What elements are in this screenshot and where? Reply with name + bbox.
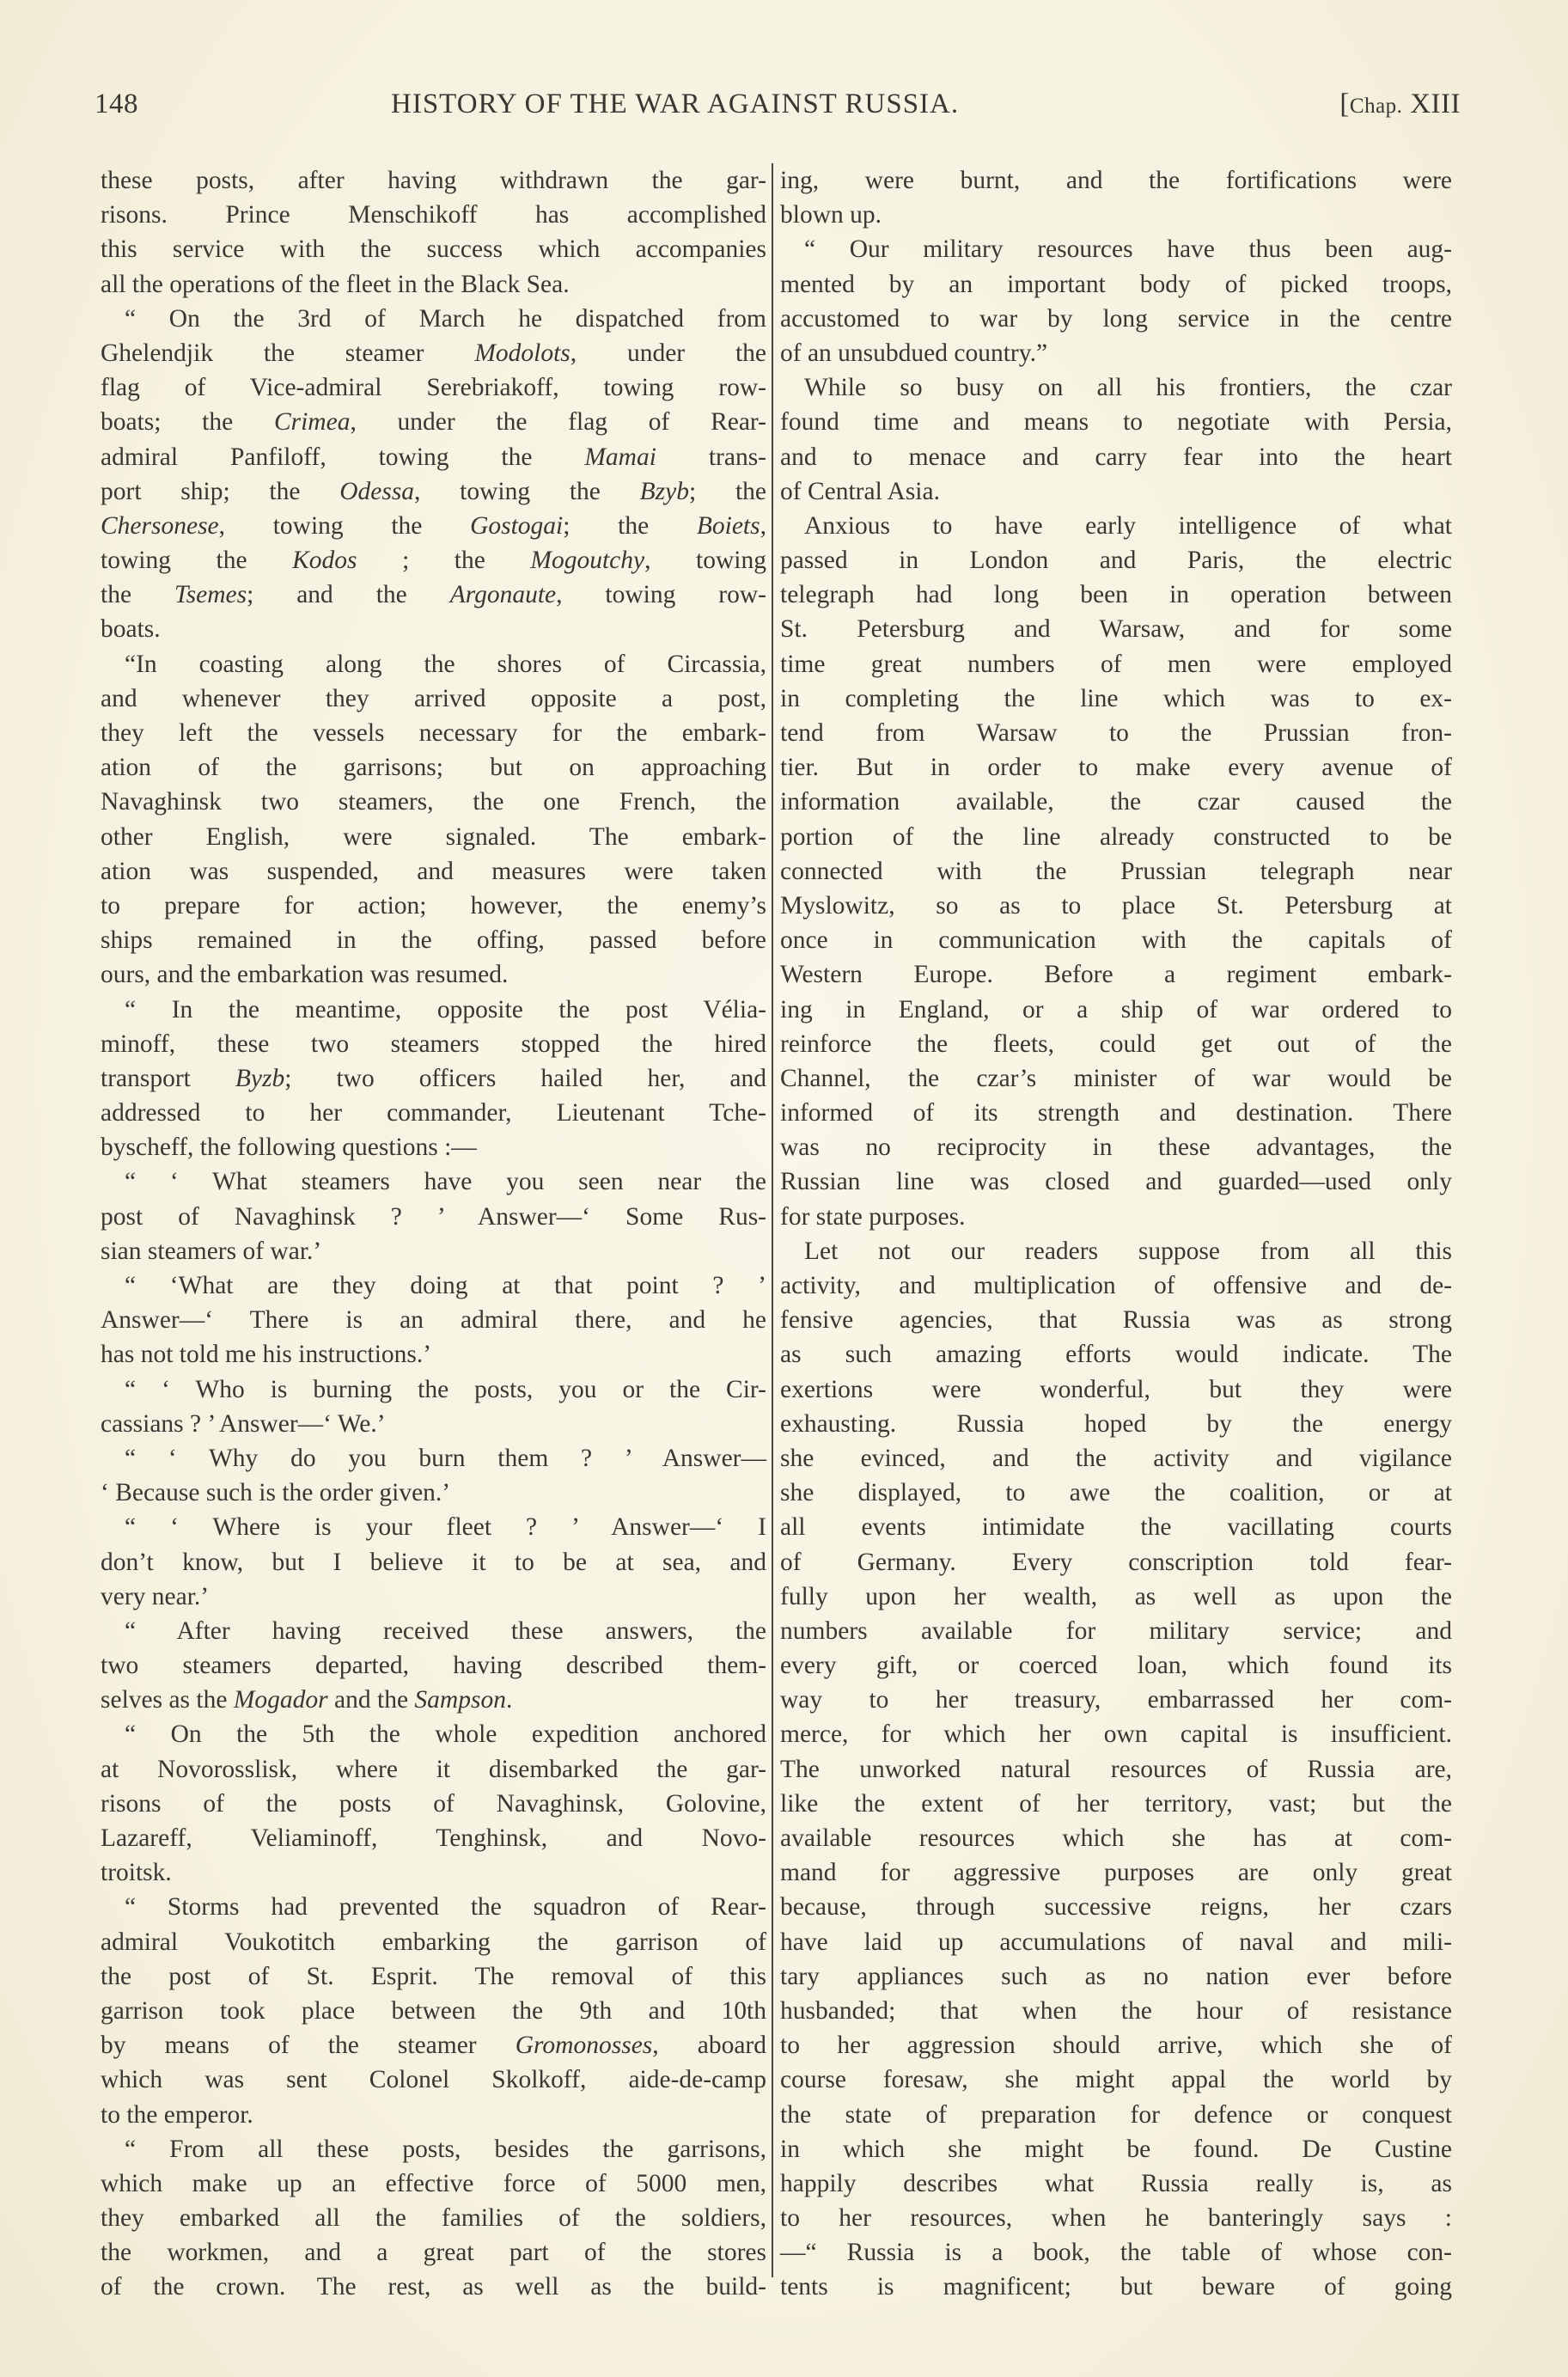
text-line: “ On the 5th the whole expedition anchored	[125, 1720, 766, 1749]
text-line: While so busy on all his frontiers, the czar	[804, 374, 1452, 402]
text-line: to prepare for action; however, the enemy’s	[101, 891, 766, 920]
text-line: byscheff, the following questions :—	[101, 1134, 477, 1162]
text-line: “ Storms had prevented the squadron of Rear-	[125, 1893, 766, 1922]
text-line: post of Navaghinsk ? ’ Answer—‘ Some Rus-	[101, 1202, 766, 1231]
text-line: risons. Prince Menschikoff has accomplished	[101, 201, 766, 229]
text-line: don’t know, but I believe it to be at sea, and	[101, 1548, 766, 1576]
text-line: of an unsubdued country.”	[780, 339, 1048, 367]
running-head	[95, 89, 1461, 131]
text-line: troitsk.	[101, 1859, 172, 1887]
ship-name: Mogoutchy	[530, 547, 645, 575]
text-line: exertions were wonderful, but they were	[780, 1375, 1452, 1403]
text-line: admiral Panfiloff, towing the Mamai trans-	[101, 443, 766, 471]
text-line: The unworked natural resources of Russia are,	[780, 1755, 1452, 1783]
text-line: accustomed to war by long service in the centre	[780, 304, 1452, 333]
text-line: “ ‘ Where is your fleet ? ’ Answer—‘ I	[125, 1513, 766, 1542]
text-line: tary appliances such as no nation ever before	[780, 1962, 1452, 1990]
text-line: once in communication with the capitals of	[780, 926, 1452, 955]
ship-name: Kodos	[292, 547, 357, 575]
ship-name: Mamai	[584, 443, 656, 471]
text-line: Let not our readers suppose from all this	[804, 1237, 1452, 1265]
text-line: the state of preparation for defence or conquest	[780, 2100, 1452, 2129]
ship-name: Crimea	[273, 408, 351, 437]
text-line: all the operations of the fleet in the Black Sea.	[101, 270, 570, 298]
text-line: at Novorosslisk, where it disembarked the gar-	[101, 1755, 766, 1783]
text-line: time great numbers of men were employed	[780, 650, 1452, 678]
ship-name: Gostogai	[470, 511, 564, 540]
text-line: —“ Russia is a book, the table of whose con-	[780, 2239, 1452, 2267]
text-line: merce, for which her own capital is insufficient.	[780, 1720, 1452, 1749]
text-line: and whenever they arrived opposite a post,	[101, 684, 766, 712]
text-line: addressed to her commander, Lieutenant Tche-	[101, 1099, 766, 1127]
text-line: the post of St. Esprit. The removal of this	[101, 1962, 766, 1990]
text-line: found time and means to negotiate with Persia,	[780, 408, 1452, 437]
text-line: of Central Asia.	[780, 477, 940, 505]
text-line: Russian line was closed and guarded—used only	[780, 1168, 1452, 1196]
book-title: HISTORY OF THE WAR AGAINST RUSSIA.	[391, 89, 960, 119]
text-line: ‘ Because such is the order given.’	[101, 1479, 451, 1507]
text-line: they embarked all the families of the soldiers,	[101, 2204, 766, 2233]
text-line: information available, the czar caused the	[780, 788, 1452, 816]
text-line: Chersonese, towing the Gostogai; the Boiets,	[101, 511, 766, 540]
text-line: informed of its strength and destination. There	[780, 1099, 1452, 1127]
ship-name: Tsemes	[174, 581, 247, 609]
left-column	[101, 163, 766, 2305]
text-line: risons of the posts of Navaghinsk, Golovine,	[101, 1789, 766, 1818]
text-line: Myslowitz, so as to place St. Petersburg at	[780, 891, 1452, 920]
text-line: sian steamers of war.’	[101, 1237, 322, 1265]
text-line: very near.’	[101, 1582, 210, 1610]
ship-name: Argonaute	[449, 581, 557, 609]
text-line: Anxious to have early intelligence of what	[804, 511, 1452, 540]
text-line: admiral Voukotitch embarking the garrison of	[101, 1928, 766, 1956]
text-line: for state purposes.	[780, 1202, 966, 1231]
text-line: happily describes what Russia really is, as	[780, 2169, 1452, 2197]
text-line: to the emperor.	[101, 2100, 253, 2129]
text-line: passed in London and Paris, the electric	[780, 547, 1452, 575]
text-line: these posts, after having withdrawn the gar-	[101, 167, 766, 194]
text-line: tents is magnificent; but beware of going	[780, 2273, 1452, 2301]
text-line: to her resources, when he banteringly says :	[780, 2204, 1452, 2233]
text-line: St. Petersburg and Warsaw, and for some	[780, 615, 1452, 644]
text-line: “ ‘What are they doing at that point ? ’	[125, 1272, 766, 1299]
text-line: they left the vessels necessary for the embark-	[101, 719, 766, 747]
text-line: this service with the success which accompanies	[101, 235, 766, 264]
ship-name: Gromonosses	[515, 2032, 653, 2060]
text-line: Lazareff, Veliaminoff, Tenghinsk, and Novo-	[101, 1824, 766, 1852]
text-line: Navaghinsk two steamers, the one French, the	[101, 788, 766, 816]
text-line: two steamers departed, having described them-	[101, 1652, 766, 1680]
text-line: “ From all these posts, besides the garrisons,	[125, 2135, 766, 2163]
text-line: “ ‘ Why do you burn them ? ’ Answer—	[125, 1444, 766, 1472]
text-line: Ghelendjik the steamer Modolots, under the	[101, 339, 766, 367]
text-line: ing in England, or a ship of war ordered to	[780, 995, 1452, 1024]
text-line: the Tsemes; and the Argonaute, towing row-	[101, 581, 766, 609]
text-line: like the extent of her territory, vast; but the	[780, 1789, 1452, 1818]
text-line: was no reciprocity in these advantages, the	[780, 1134, 1452, 1162]
text-line: “ ‘ Who is burning the posts, you or the Cir-	[125, 1375, 766, 1403]
text-line: mand for aggressive purposes are only great	[780, 1859, 1452, 1887]
text-line: fensive agencies, that Russia was as strong	[780, 1306, 1452, 1335]
text-line: ships remained in the offing, passed before	[101, 926, 766, 955]
text-line: have laid up accumulations of naval and mili-	[780, 1928, 1452, 1956]
text-line: has not told me his instructions.’	[101, 1341, 432, 1369]
text-line: she evinced, and the activity and vigilance	[780, 1444, 1452, 1472]
page-number: 148	[95, 89, 138, 119]
text-line: available resources which she has at com-	[780, 1824, 1452, 1852]
text-line: way to her treasury, embarrassed her com-	[780, 1686, 1452, 1714]
text-line: blown up.	[780, 201, 882, 229]
chapter-number: XIII	[1410, 89, 1461, 119]
text-line: tier. But in order to make every avenue of	[780, 754, 1452, 782]
text-line: by means of the steamer Gromonosses, aboard	[101, 2032, 767, 2060]
ship-name: Byzb	[235, 1064, 285, 1092]
text-line: connected with the Prussian telegraph near	[780, 857, 1452, 885]
text-line: mented by an important body of picked troops,	[780, 270, 1452, 298]
text-line: of the crown. The rest, as well as the build-	[101, 2273, 766, 2301]
text-line: “ After having received these answers, the	[125, 1616, 766, 1645]
column-divider	[772, 163, 773, 2277]
text-line: which was sent Colonel Skolkoff, aide-de-camp	[101, 2066, 766, 2094]
text-line: every gift, or coerced loan, which found its	[780, 1652, 1452, 1680]
text-line: minoff, these two steamers stopped the hired	[101, 1030, 766, 1058]
text-line: other English, were signaled. The embark-	[101, 822, 766, 851]
ship-name: Mogador	[233, 1686, 328, 1714]
ship-name: Modolots	[474, 339, 570, 367]
text-line: garrison took place between the 9th and 10th	[101, 1996, 766, 2025]
text-line: she displayed, to awe the coalition, or at	[780, 1479, 1452, 1507]
text-line: telegraph had long been in operation between	[780, 581, 1452, 609]
text-line: reinforce the fleets, could get out of the	[780, 1030, 1452, 1058]
chapter-bracket: [	[1339, 89, 1350, 119]
text-line: exhausting. Russia hoped by the energy	[780, 1409, 1452, 1438]
text-line: husbanded; that when the hour of resistance	[780, 1996, 1452, 2025]
text-line: to her aggression should arrive, which she of	[780, 2032, 1452, 2060]
text-line: all events intimidate the vacillating courts	[780, 1513, 1452, 1542]
chapter-reference	[1339, 89, 1461, 120]
text-line: in completing the line which was to ex-	[780, 684, 1452, 712]
text-line: ation was suspended, and measures were taken	[101, 857, 766, 885]
text-line: flag of Vice-admiral Serebriakoff, towing row-	[101, 374, 766, 402]
text-line: boats.	[101, 615, 161, 644]
text-line: tend from Warsaw to the Prussian fron-	[780, 719, 1452, 747]
ship-name: Bzyb	[639, 477, 689, 505]
text-line: ing, were burnt, and the fortifications were	[780, 167, 1452, 194]
text-line: in which she might be found. De Custine	[780, 2135, 1452, 2163]
text-line: course foresaw, she might appal the world by	[780, 2066, 1452, 2094]
text-line: as such amazing efforts would indicate. The	[780, 1341, 1452, 1369]
text-line: Western Europe. Before a regiment embark-	[780, 961, 1452, 989]
text-line: Channel, the czar’s minister of war would be	[780, 1064, 1452, 1092]
ship-name: Sampson	[414, 1686, 506, 1714]
text-line: “ In the meantime, opposite the post Vélia-	[125, 995, 766, 1024]
ship-name: Odessa	[339, 477, 415, 505]
text-line: activity, and multiplication of offensive and de-	[780, 1272, 1452, 1299]
ship-name: Chersonese	[101, 511, 219, 540]
right-column	[780, 163, 1452, 2305]
text-line: because, through successive reigns, her czars	[780, 1893, 1452, 1922]
text-line: Answer—‘ There is an admiral there, and he	[101, 1306, 766, 1335]
text-line: towing the Kodos ; the Mogoutchy, towing	[101, 547, 766, 575]
text-line: portion of the line already constructed to be	[780, 822, 1452, 851]
text-line: transport Byzb; two officers hailed her, and	[101, 1064, 766, 1092]
chapter-word: Chap.	[1349, 95, 1403, 118]
text-line: the workmen, and a great part of the stores	[101, 2239, 766, 2267]
text-line: “In coasting along the shores of Circassia,	[125, 650, 766, 678]
text-line: ation of the garrisons; but on approaching	[101, 754, 766, 782]
text-line: which make up an effective force of 5000 men,	[101, 2169, 766, 2197]
text-line: fully upon her wealth, as well as upon the	[780, 1582, 1452, 1610]
text-line: numbers available for military service; and	[780, 1616, 1452, 1645]
ship-name: Boiets	[696, 511, 760, 540]
text-line: cassians ? ’ Answer—‘ We.’	[101, 1409, 386, 1438]
text-line: “ On the 3rd of March he dispatched from	[125, 304, 766, 333]
text-line: “ Our military resources have thus been aug-	[804, 235, 1452, 264]
text-line: selves as the Mogador and the Sampson.	[101, 1686, 513, 1714]
text-line: port ship; the Odessa, towing the Bzyb; the	[101, 477, 766, 505]
text-line: boats; the Crimea, under the flag of Rear-	[101, 408, 766, 437]
text-line: of Germany. Every conscription told fear-	[780, 1548, 1452, 1576]
text-line: and to menace and carry fear into the heart	[780, 443, 1452, 471]
text-line: “ ‘ What steamers have you seen near the	[125, 1168, 766, 1196]
text-line: ours, and the embarkation was resumed.	[101, 961, 509, 989]
